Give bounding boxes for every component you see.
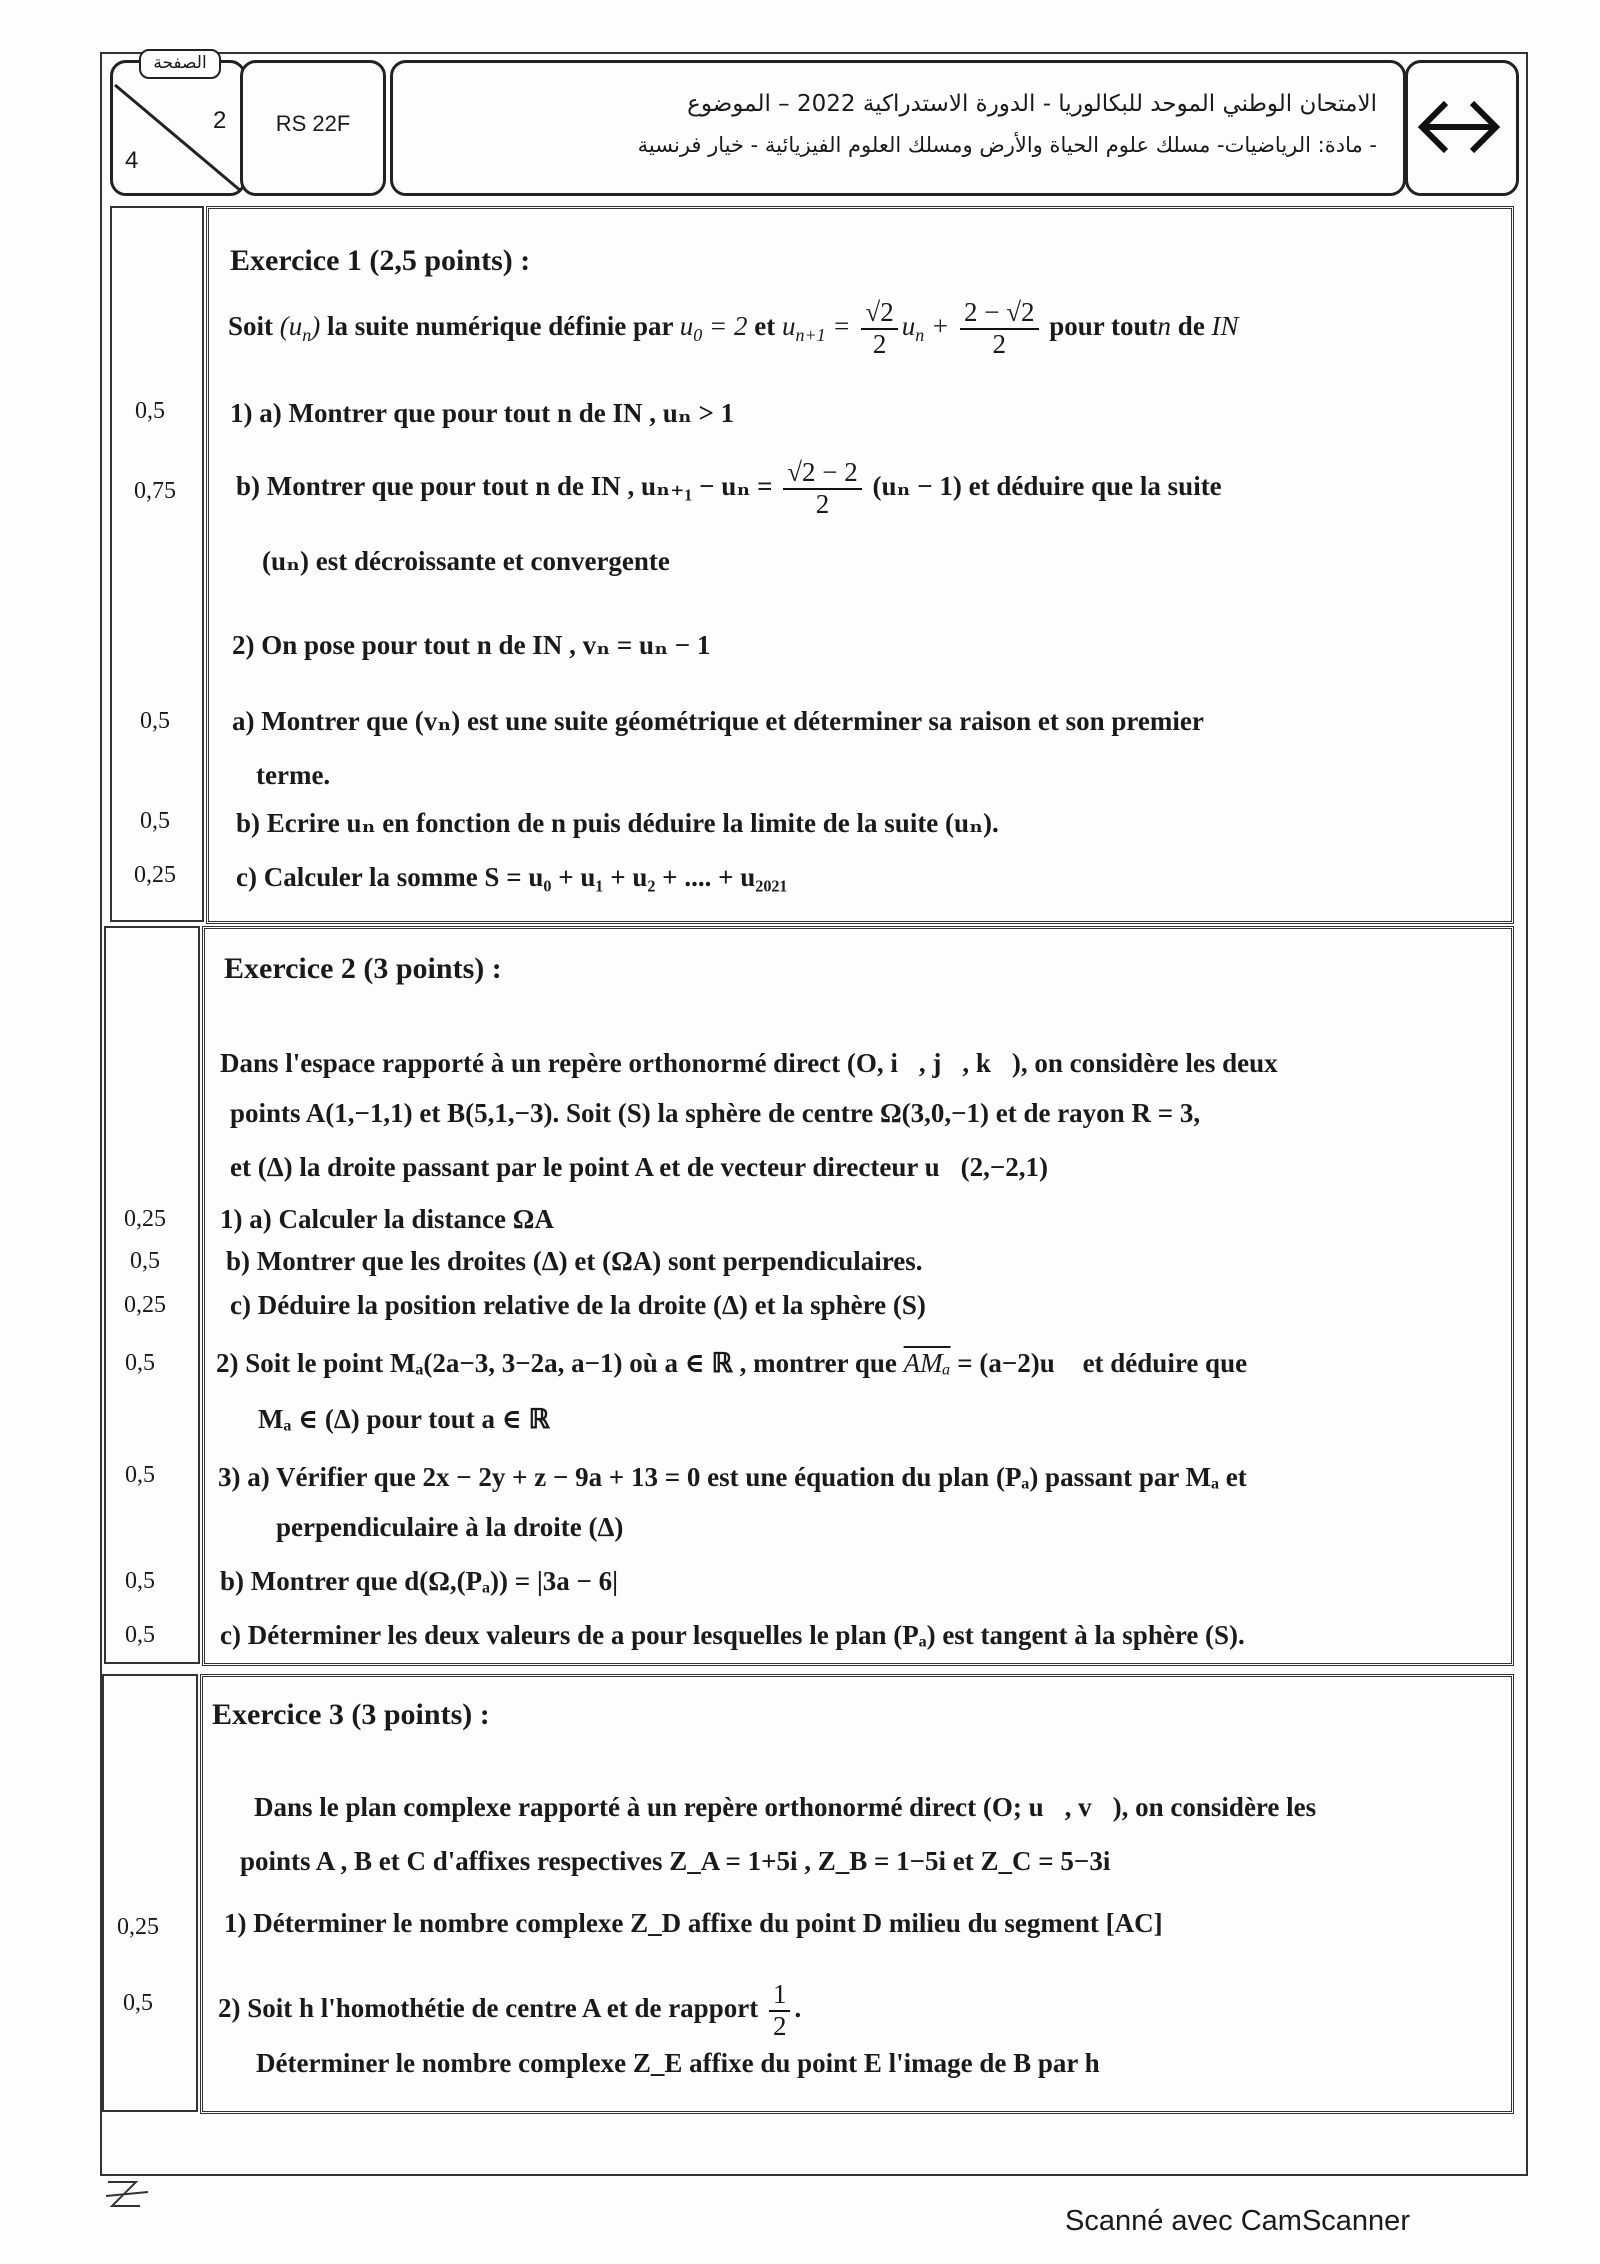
ex2-q1c: c) Déduire la position relative de la droite (Δ) et la sphère (S) xyxy=(230,1290,926,1320)
ex3-q2-cont: Déterminer le nombre complexe Z_E affixe du point E l'image de B par h xyxy=(256,2048,1100,2078)
exam-code-box xyxy=(240,60,386,196)
ex1-title: Exercice 1 (2,5 points) : xyxy=(230,244,531,277)
page-number-box xyxy=(110,53,246,196)
ex2-intro-3: et (Δ) la droite passant par le point A et de vecteur directeur u⃗(2,−2,1) xyxy=(230,1152,1048,1182)
ex2-points-3b: 0,5 xyxy=(125,1568,155,1594)
ex1-intro-a: Soit xyxy=(228,310,274,341)
ex1-q1b-a: b) Montrer que pour tout n de IN , uₙ₊₁ − uₙ = xyxy=(236,470,773,501)
ex1-points-2c: 0,25 xyxy=(134,862,176,888)
ex2-q3c: c) Déterminer les deux valeurs de a pour lesquelles le plan (Pₐ) est tangent à la sphère (S). xyxy=(220,1620,1245,1650)
ex2-q2-b: = (a−2)u⃗ et déduire que xyxy=(957,1348,1248,1378)
ex2-points-3a: 0,5 xyxy=(125,1462,155,1488)
ex1-q2: 2) On pose pour tout n de IN , vₙ = uₙ − 1 xyxy=(232,630,711,660)
ex1-q2a: a) Montrer que (vₙ) est une suite géométrique et déterminer sa raison et son premier xyxy=(232,706,1204,736)
ex1-q1b-cont: (uₙ) est décroissante et convergente xyxy=(262,546,670,576)
ex1-intro-b: la suite numérique définie par xyxy=(327,310,674,341)
ex2-points-1c: 0,25 xyxy=(124,1292,166,1318)
exam-subject: - مادة: الرياضيات- مسلك علوم الحياة والأرض ومسلك العلوم الفيزيائية - خيار فرنسية xyxy=(637,133,1377,157)
ex1-q2b: b) Ecrire uₙ en fonction de n puis déduire la limite de la suite (uₙ). xyxy=(236,808,999,838)
ex2-q2-cont: Mₐ ∈ (Δ) pour tout a ∈ ℝ xyxy=(258,1404,550,1434)
ex2-q1b: b) Montrer que les droites (Δ) et (ΩA) sont perpendiculaires. xyxy=(226,1246,923,1276)
ex2-q3b: b) Montrer que d(Ω,(Pₐ)) = |3a − 6| xyxy=(220,1566,619,1596)
ex2-points-1b: 0,5 xyxy=(130,1248,160,1274)
ex2-q1a: 1) a) Calculer la distance ΩA xyxy=(220,1204,554,1234)
double-arrow-icon xyxy=(1408,63,1510,187)
ex3-intro-2: points A , B et C d'affixes respectives Z_A = 1+5i , Z_B = 1−5i et Z_C = 5−3i xyxy=(240,1846,1111,1876)
ex2-q2 xyxy=(216,1348,1247,1379)
ex1-q1b-b: (uₙ − 1) et déduire que la suite xyxy=(872,470,1222,501)
page-label: الصفحة xyxy=(139,49,221,79)
ex3-points-1: 0,25 xyxy=(117,1914,159,1940)
ex1-intro-d: pour tout xyxy=(1049,310,1158,341)
page-total: 4 xyxy=(125,147,139,174)
ex3-marks-column xyxy=(102,1674,198,2112)
page-current: 2 xyxy=(213,107,227,134)
ex2-points-1a: 0,25 xyxy=(124,1206,166,1232)
ex1-points-1b: 0,75 xyxy=(134,478,176,504)
ex1-q2a-cont: terme. xyxy=(256,760,331,790)
ex2-intro-2: points A(1,−1,1) et B(5,1,−3). Soit (S) la sphère de centre Ω(3,0,−1) et de rayon R = 3, xyxy=(230,1098,1201,1128)
ex1-points-1a: 0,5 xyxy=(135,398,165,424)
ex1-q1b: b) Montrer que pour tout n de IN , uₙ₊₁ − uₙ = $\frac{√2 - 2}{2}$ (uₙ − 1) et déduire que la suite xyxy=(236,457,1222,519)
ex2-points-2: 0,5 xyxy=(125,1350,155,1376)
ex2-q2-a: 2) Soit le point Mₐ(2a−3, 3−2a, a−1) où a ∈ ℝ , montrer que xyxy=(216,1348,897,1378)
signature-mark xyxy=(100,2176,160,2216)
ex3-points-2: 0,5 xyxy=(123,1990,153,2016)
ex1-points-2a: 0,5 xyxy=(140,708,170,734)
ex1-points-2b: 0,5 xyxy=(140,808,170,834)
ex1-intro-e: de xyxy=(1177,310,1205,341)
ex1-q1a: 1) a) Montrer que pour tout n de IN , uₙ > 1 xyxy=(230,398,735,428)
ex3-q2: 2) Soit h l'homothétie de centre A et de rapport $\frac{1}{2}$ . xyxy=(218,1979,802,2041)
ex2-q2-vector: $\overline{AM_a}$ xyxy=(903,1348,951,1378)
exam-code: RS 22F xyxy=(275,111,351,136)
ex2-q3a: 3) a) Vérifier que 2x − 2y + z − 9a + 13 = 0 est une équation du plan (Pₐ) passant par Mₐ et xyxy=(218,1462,1247,1492)
ex3-q2-a: 2) Soit h l'homothétie de centre A et de rapport xyxy=(218,1992,759,2023)
ex2-q3a-cont: perpendiculaire à la droite (Δ) xyxy=(276,1512,624,1542)
ex2-points-3c: 0,5 xyxy=(125,1622,155,1648)
exam-title: الامتحان الوطني الموحد للبكالوريا - الدورة الاستدراكية 2022 – الموضوع xyxy=(687,91,1377,117)
ex1-definition: Soit $(u_n)$ la suite numérique définie par $u_0 = 2$ et $u_{n+1}$ = $\frac{√2}{2}$ $u_n$ + $\frac{2 - √2}{2}$ pour toutn de IN xyxy=(228,297,1239,359)
scanner-watermark: Scanné avec CamScanner xyxy=(1065,2205,1410,2237)
ex1-q2c: c) Calculer la somme S = u₀ + u₁ + u₂ + .... + u₂₀₂₁ xyxy=(236,862,788,892)
arrow-box xyxy=(1405,60,1519,196)
ex3-intro-1: Dans le plan complexe rapporté à un repère orthonormé direct (O; u⃗, v⃗), on considère les xyxy=(254,1792,1317,1822)
ex3-q1: 1) Déterminer le nombre complexe Z_D affixe du point D milieu du segment [AC] xyxy=(224,1908,1163,1938)
ex2-title: Exercice 2 (3 points) : xyxy=(224,952,502,985)
ex2-intro-1: Dans l'espace rapporté à un repère orthonormé direct (O, i⃗, j⃗, k⃗), on considère les deux xyxy=(220,1048,1278,1078)
ex1-intro-c: et xyxy=(754,310,776,341)
ex3-title: Exercice 3 (3 points) : xyxy=(212,1698,490,1731)
exam-title-box xyxy=(390,60,1406,196)
